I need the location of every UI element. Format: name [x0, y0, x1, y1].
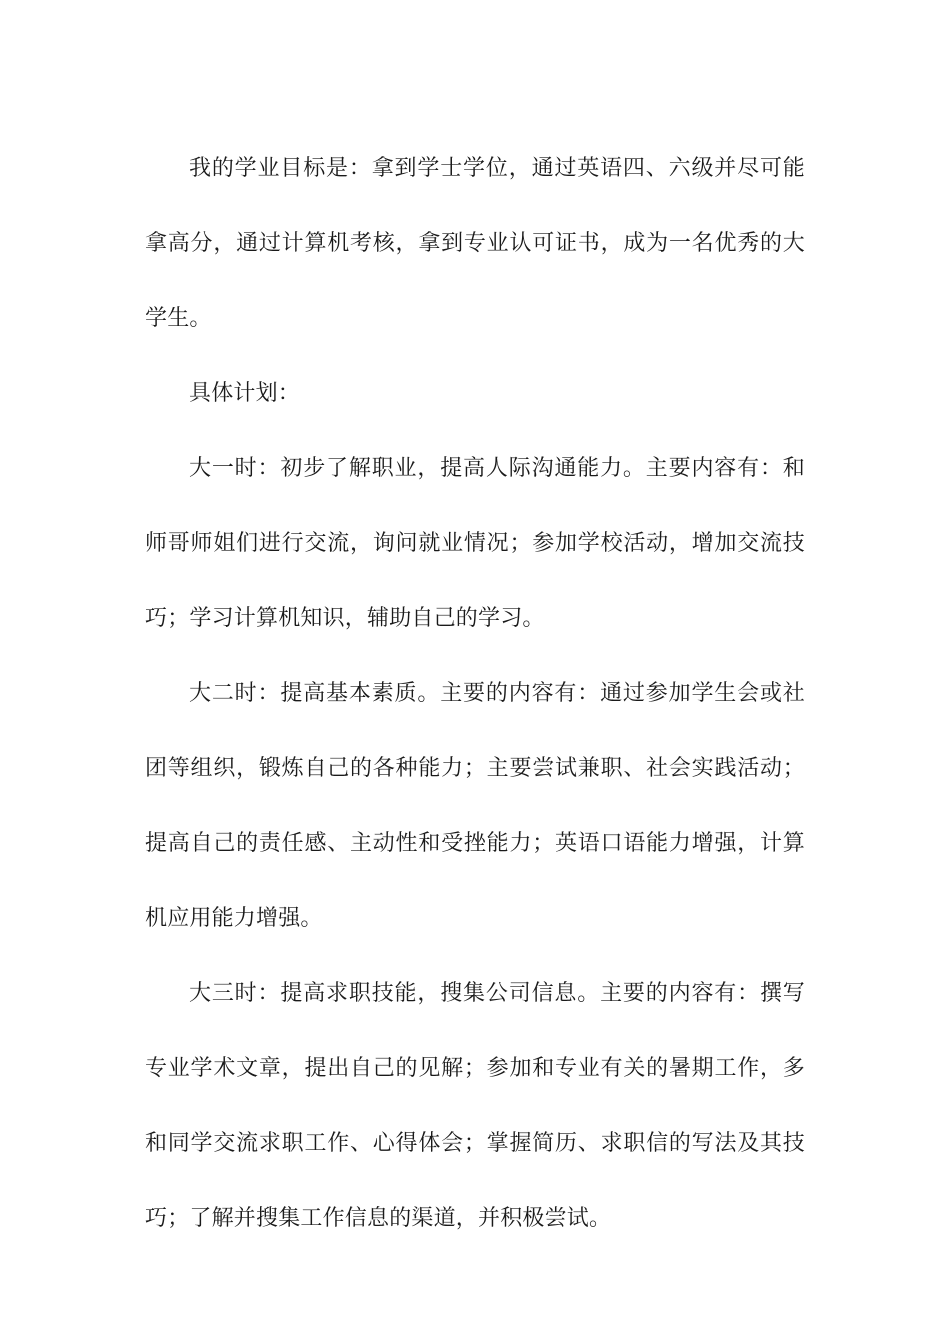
paragraph-year-two: 大二时：提高基本素质。主要的内容有：通过参加学生会或社团等组织，锻炼自己的各种能力；主要尝试兼职、社会实践活动；提高自己的责任感、主动性和受挫能力；英语口语能力增强，计算机应用能力增强。 [145, 681, 805, 931]
paragraph-academic-goal: 我的学业目标是：拿到学士学位，通过英语四、六级并尽可能拿高分，通过计算机考核，拿到专业认可证书，成为一名优秀的大学生。 [145, 156, 805, 331]
paragraph-plan-heading: 具体计划： [189, 381, 301, 406]
document-body [145, 131, 805, 1256]
paragraph-year-one: 大一时：初步了解职业，提高人际沟通能力。主要内容有：和师哥师姐们进行交流，询问就业情况；参加学校活动，增加交流技巧；学习计算机知识，辅助自己的学习。 [145, 456, 805, 631]
paragraph-year-three: 大三时：提高求职技能，搜集公司信息。主要的内容有：撰写专业学术文章，提出自己的见解；参加和专业有关的暑期工作，多和同学交流求职工作、心得体会；掌握简历、求职信的写法及其技巧；了解并搜集工作信息的渠道，并积极尝试。 [145, 981, 805, 1231]
